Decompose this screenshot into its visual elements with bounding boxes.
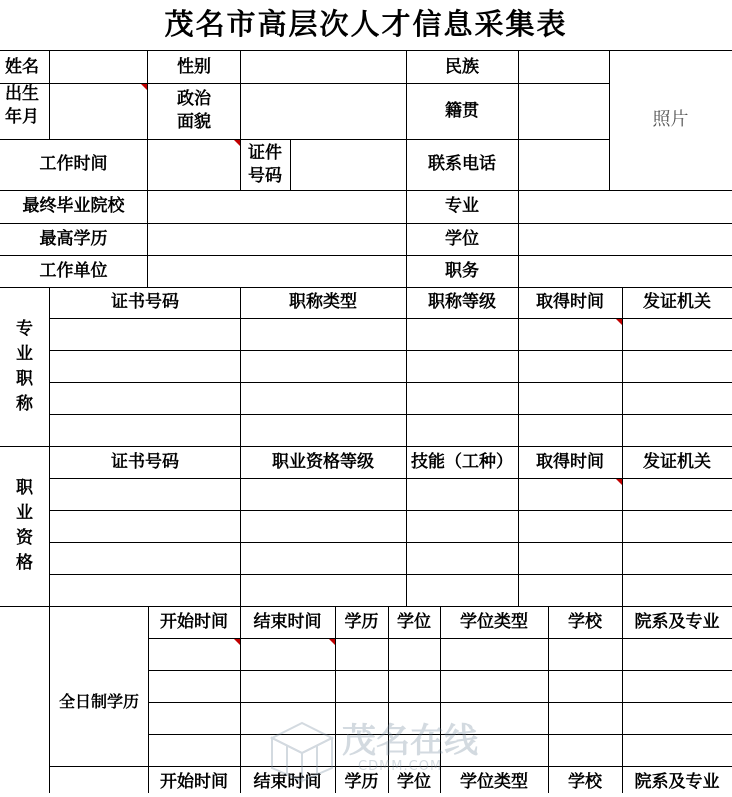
major-input[interactable] [519, 191, 732, 223]
grid-line [290, 139, 291, 190]
grid-line [49, 287, 50, 793]
degree-label: 学位 [445, 228, 479, 249]
phone-label: 联系电话 [428, 154, 496, 175]
last-school-label: 最终毕业院校 [22, 196, 125, 217]
phone-input[interactable] [519, 140, 608, 190]
edu-header-edu: 学历 [344, 612, 379, 633]
gender-input[interactable] [241, 51, 405, 83]
grid-line [0, 190, 732, 191]
vocational-char: 业 [16, 503, 33, 523]
prof-title-section-label [0, 287, 49, 446]
comment-marker[interactable] [234, 140, 240, 146]
edu-header-degree-type: 学位类型 [460, 612, 528, 633]
work-start-label: 工作时间 [39, 154, 108, 175]
grid-line [49, 574, 732, 575]
photo-box[interactable] [609, 51, 732, 190]
grid-line [49, 382, 732, 383]
employer-label: 工作单位 [39, 260, 108, 281]
grid-line [0, 50, 732, 51]
prof-header-date: 取得时间 [536, 292, 604, 313]
grid-line [240, 606, 241, 793]
comment-marker[interactable] [616, 479, 622, 485]
grid-line [440, 606, 441, 793]
grid-line [0, 223, 732, 224]
grid-line [49, 478, 732, 479]
id-label-line2: 号码 [248, 165, 282, 186]
political-input[interactable] [241, 84, 405, 139]
vocational-char: 职 [16, 478, 33, 498]
prof-header-issuer: 发证机关 [643, 292, 711, 313]
edu2-header-end: 结束时间 [253, 771, 322, 792]
prof-title-char: 职 [16, 368, 33, 389]
gender-label: 性别 [177, 56, 211, 77]
edu-header-start: 开始时间 [160, 612, 228, 633]
comment-marker[interactable] [141, 84, 147, 90]
ethnicity-input[interactable] [519, 51, 608, 83]
position-input[interactable] [519, 256, 732, 287]
work-start-input[interactable] [148, 140, 239, 190]
edu2-header-dept: 院系及专业 [634, 771, 720, 792]
major-label: 专业 [445, 196, 479, 217]
voc-header-cert-no: 证书号码 [111, 452, 179, 473]
political-label-line2: 面貌 [177, 112, 211, 132]
grid-line [548, 606, 549, 793]
voc-header-date: 取得时间 [536, 452, 604, 473]
grid-line [148, 606, 149, 793]
edu-header-degree: 学位 [397, 612, 431, 633]
name-label: 姓名 [5, 56, 39, 77]
id-number-label [240, 139, 290, 190]
degree-input[interactable] [519, 224, 732, 255]
native-place-input[interactable] [519, 84, 608, 139]
grid-line [388, 606, 389, 793]
grid-line [240, 287, 241, 606]
edu2-header-degree-type: 学位类型 [460, 771, 528, 792]
edu2-header-start: 开始时间 [160, 771, 228, 792]
grid-line [622, 287, 623, 606]
vocational-char: 资 [16, 528, 33, 548]
grid-line [406, 287, 407, 606]
form-title: 茂名市高层次人才信息采集表 [164, 7, 568, 41]
employer-input[interactable] [148, 256, 405, 287]
native-place-label: 籍贯 [445, 100, 479, 121]
prof-header-level: 职称等级 [428, 292, 496, 313]
grid-line [240, 50, 241, 140]
grid-line [622, 606, 623, 793]
political-label-line1: 政治 [177, 89, 211, 110]
prof-header-cert-no: 证书号码 [111, 292, 179, 313]
voc-header-issuer: 发证机关 [643, 452, 711, 473]
prof-title-char: 专 [16, 318, 33, 339]
last-school-input[interactable] [148, 191, 405, 223]
grid-line [49, 766, 732, 767]
grid-line [49, 318, 732, 319]
grid-line [49, 50, 50, 140]
full-time-edu-label: 全日制学历 [58, 692, 139, 712]
watermark-sub: CDMM.COM [358, 759, 443, 774]
comment-marker[interactable] [329, 639, 335, 645]
position-label: 职务 [445, 260, 479, 281]
voc-header-skill: 技能（工种） [411, 452, 513, 473]
photo-label: 照片 [652, 109, 689, 131]
grid-line [240, 139, 241, 190]
name-input[interactable] [50, 51, 147, 83]
edu2-header-school: 学校 [568, 771, 602, 792]
edu2-header-edu: 学历 [344, 771, 379, 792]
highest-edu-input[interactable] [148, 224, 405, 255]
grid-line [147, 50, 148, 287]
birth-input[interactable] [50, 84, 147, 139]
ethnicity-label: 民族 [445, 56, 479, 77]
grid-line [49, 414, 732, 415]
comment-marker[interactable] [234, 639, 240, 645]
edu-header-dept: 院系及专业 [634, 612, 720, 633]
grid-line [406, 50, 407, 287]
grid-line [49, 510, 732, 511]
watermark-text: 茂名在线 [342, 721, 478, 761]
voc-header-level: 职业资格等级 [272, 452, 374, 473]
grid-line [609, 50, 610, 190]
grid-line [49, 350, 732, 351]
edu-header-end: 结束时间 [253, 612, 322, 633]
id-number-input[interactable] [291, 140, 405, 190]
vocational-char: 格 [16, 553, 33, 573]
political-label [148, 83, 240, 139]
grid-line [518, 287, 519, 606]
vocational-section-label [0, 446, 49, 606]
birth-label-line2: 年月 [5, 106, 39, 127]
comment-marker[interactable] [616, 319, 622, 325]
prof-title-char: 称 [16, 393, 33, 414]
grid-line [49, 542, 732, 543]
grid-line [0, 255, 732, 256]
edu-header-school: 学校 [568, 612, 602, 633]
highest-edu-label: 最高学历 [39, 228, 108, 249]
grid-line [335, 606, 336, 793]
prof-header-type: 职称类型 [289, 292, 357, 313]
prof-title-char: 业 [16, 343, 33, 364]
edu2-header-degree: 学位 [397, 771, 431, 792]
grid-line [518, 50, 519, 287]
birth-label-line1: 出生 [5, 84, 39, 104]
id-label-line1: 证件 [248, 142, 282, 163]
birth-label [0, 83, 49, 139]
